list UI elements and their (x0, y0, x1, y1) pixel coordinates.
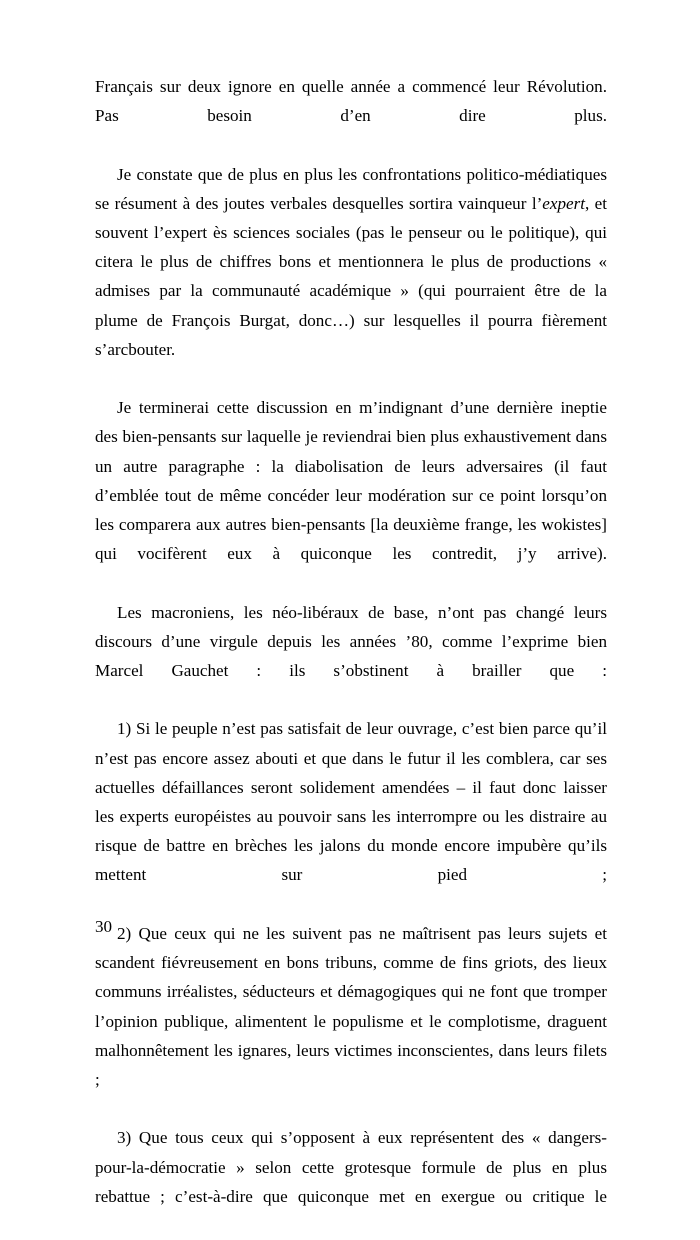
emphasised-text: expert (542, 193, 585, 213)
body-text-block (95, 72, 607, 1240)
text-run: Je constate que de plus en plus les confrontations politico-médiatiques se résument à des joutes verbales desquelles sortira vainqueur l’ (95, 164, 607, 213)
page-number: 30 (95, 917, 113, 936)
text-run: 2) Que ceux qui ne les suivent pas ne maîtrisent pas leurs sujets et scandent fiévreusement en bons tribuns, comme de fins griots, des lieux communs irréalistes, séducteurs et démagogiques qui ne font que tromper l’opinion publique, alimentent le populisme et le complotisme, draguent malhonnêtement les ignares, leurs victimes inconscientes, dans leurs filets ; (95, 923, 607, 1089)
paragraph (95, 160, 607, 394)
paragraph (95, 919, 607, 1123)
paragraph (95, 714, 607, 918)
text-run: Français sur deux ignore en quelle année a commencé leur Révolution. Pas besoin d’en dire plus. (95, 77, 607, 126)
text-run: , et souvent l’expert ès sciences sociales (pas le penseur ou le politique), qui citera le plus de chiffres bons et mentionnera le plus de productions « admises par la communauté académique » (qui pourraient être de la plume de François Burgat, donc…) sur lesquelles il pourra fièrement s’arcbouter. (95, 193, 607, 359)
text-run: 3) Que tous ceux qui s’opposent à eux représentent des « dangers-pour-la-démocratie » selon cette grotesque formule de plus en plus rebattue ; c’est-à-dire que quiconque met en exergue ou critique le (95, 1128, 607, 1206)
text-run: Je terminerai cette discussion en m’indignant d’une dernière ineptie des bien-pensants sur laquelle je reviendrai bien plus exhaustivement dans un autre paragraphe : la diabolisation de leurs adversaires (il faut d’emblée tout de même concéder leur modération sur ce point lorsqu’on les comparera aux autres bien-pensants [la deuxième frange, les wokistes] qui vocifèrent eux à quiconque les contredit, j’y arrive). (95, 398, 607, 564)
text-run: Les macroniens, les néo-libéraux de base, n’ont pas changé leurs discours d’une virgule depuis les années ’80, comme l’exprime bien Marcel Gauchet : ils s’obstinent à brailler que : (95, 602, 607, 681)
paragraph (95, 393, 607, 597)
paragraph (95, 72, 607, 160)
paragraph (95, 598, 607, 715)
text-run: 1) Si le peuple n’est pas satisfait de leur ouvrage, c’est bien parce qu’il n’est pas encore assez abouti et que dans le futur il les comblera, car ses actuelles défaillances seront solidement amendées – il faut donc laisser les experts européistes au pouvoir sans les interrompre ou les distraire au risque de battre en brèches les jalons du monde encore impubère qu’ils mettent sur pied ; (95, 719, 607, 885)
paragraph (95, 1123, 607, 1240)
